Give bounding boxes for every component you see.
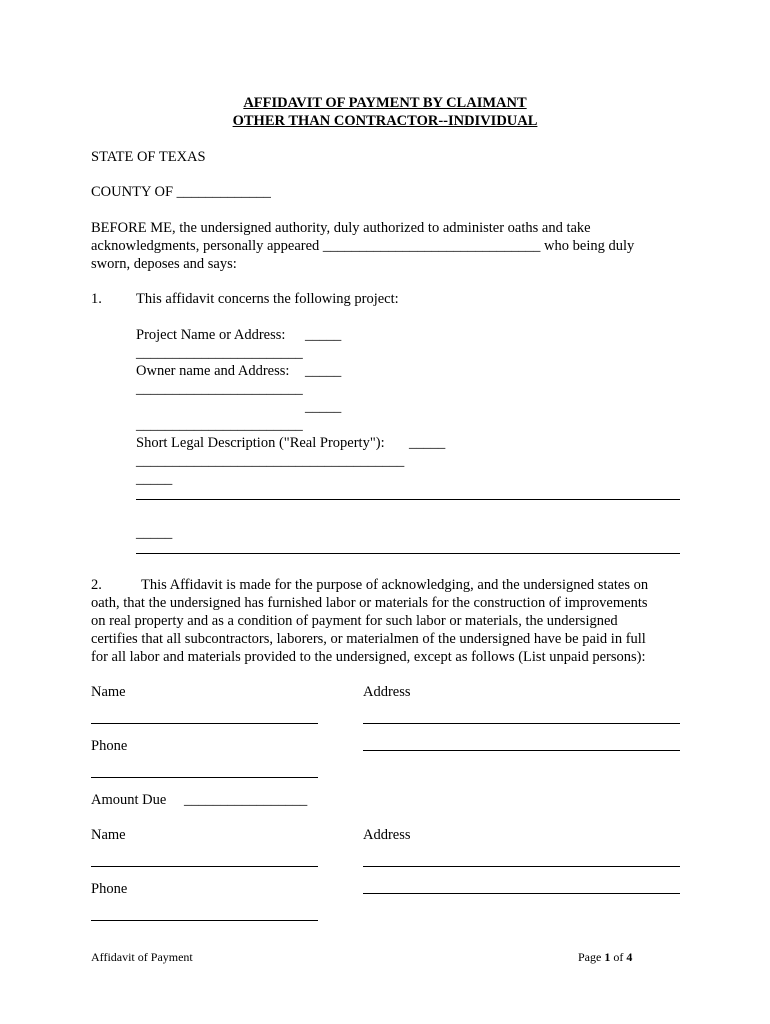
- before-me-line3: sworn, deposes and says:: [91, 256, 237, 272]
- owner-name-blank-3: _____: [305, 399, 342, 415]
- unpaid-name-line-2: [91, 866, 318, 867]
- state-line: STATE OF TEXAS: [91, 149, 206, 165]
- unpaid-address-line-1a: [363, 723, 680, 724]
- owner-name-label: Owner name and Address:: [136, 363, 290, 379]
- unpaid-name-label-1: Name: [91, 684, 126, 700]
- document-title-line2: OTHER THAN CONTRACTOR--INDIVIDUAL: [232, 113, 538, 129]
- unpaid-phone-line-1: [91, 777, 318, 778]
- section2-line4: certifies that all subcontractors, laborers, or materialmen of the undersigned have be paid in full: [91, 631, 646, 647]
- unpaid-phone-label-2: Phone: [91, 881, 128, 897]
- page-of: of: [610, 950, 627, 964]
- section2-line1: This Affidavit is made for the purpose of acknowledging, and the undersigned states on: [141, 577, 649, 593]
- legal-description-blank-2: _____________________________________: [136, 453, 405, 469]
- owner-name-blank: _____: [305, 363, 342, 379]
- unpaid-address-label-1: Address: [363, 684, 411, 700]
- page-current: 1: [604, 950, 611, 964]
- project-name-blank: _____: [305, 327, 342, 343]
- owner-name-blank-4: _______________________: [136, 417, 303, 433]
- footer-title: Affidavit of Payment: [91, 950, 193, 964]
- unpaid-name-line-1: [91, 723, 318, 724]
- footer-page-number: [578, 948, 632, 966]
- section2-line5: for all labor and materials provided to the undersigned, except as follows (List unpaid persons):: [91, 649, 646, 665]
- unpaid-address-label-2: Address: [363, 827, 411, 843]
- before-me-line2: acknowledgments, personally appeared ______________________________ who being duly: [91, 238, 635, 254]
- unpaid-phone-label-1: Phone: [91, 738, 128, 754]
- section1-number: 1.: [91, 291, 102, 307]
- document-title-line1: AFFIDAVIT OF PAYMENT BY CLAIMANT: [243, 95, 527, 111]
- section1-text: This affidavit concerns the following project:: [136, 291, 399, 307]
- legal-description-blank-3: _____: [136, 471, 173, 487]
- unpaid-amount-blank-1: _________________: [184, 792, 308, 808]
- owner-name-blank-2: _______________________: [136, 381, 303, 397]
- section2-number: 2.: [91, 577, 102, 593]
- unpaid-address-line-1b: [363, 750, 680, 751]
- unpaid-address-line-2a: [363, 866, 680, 867]
- section2-line2: oath, that the undersigned has furnished labor or materials for the construction of improvements: [91, 595, 648, 611]
- project-name-blank-2: _______________________: [136, 345, 303, 361]
- page-prefix: Page: [578, 950, 605, 964]
- unpaid-amount-label-1: Amount Due: [91, 792, 167, 808]
- county-line: COUNTY OF _____________: [91, 184, 271, 200]
- section2-line3: on real property and as a condition of payment for such labor or materials, the undersigned: [91, 613, 618, 629]
- unpaid-address-line-2b: [363, 893, 680, 894]
- legal-description-blank: _____: [409, 435, 446, 451]
- legal-description-line-2: [136, 553, 680, 554]
- unpaid-phone-line-2: [91, 920, 318, 921]
- project-name-label: Project Name or Address:: [136, 327, 286, 343]
- legal-description-label: Short Legal Description ("Real Property"):: [136, 435, 385, 451]
- before-me-line1: BEFORE ME, the undersigned authority, duly authorized to administer oaths and take: [91, 220, 591, 236]
- page-total: 4: [626, 950, 633, 964]
- unpaid-name-label-2: Name: [91, 827, 126, 843]
- legal-description-line-1: [136, 499, 680, 500]
- legal-description-blank-4: _____: [136, 525, 173, 541]
